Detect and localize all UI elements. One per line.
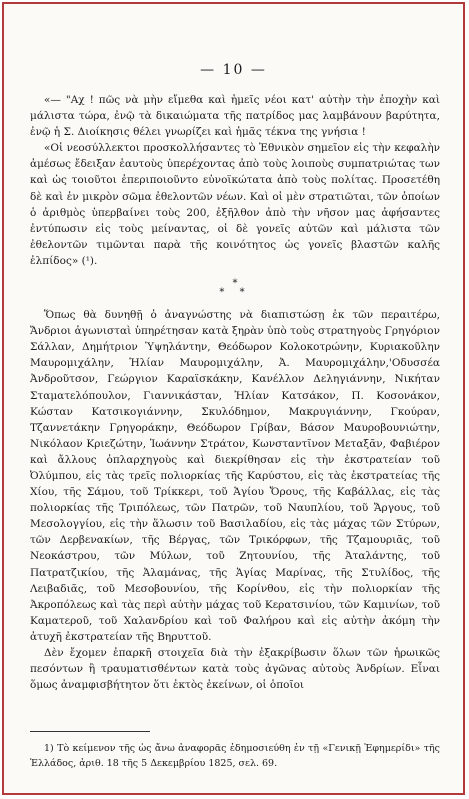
book-page bbox=[2, 2, 465, 795]
separator-top-star: * bbox=[232, 278, 238, 290]
section-separator bbox=[30, 279, 440, 297]
footnote: 1) Τὸ κείμενον τῆς ὡς ἄνω ἀναφορᾶς ἐδημοσιεύθη ἐν τῇ «Γενικῇ Ἐφημερίδι» τῆς Ἑλλάδος, ἀριθ. 18 τῆς 5 Δεκεμβρίου 1825, σελ. 69. bbox=[30, 743, 440, 769]
quote-paragraph-1: «— "Αχ ! πῶς νὰ μὴν εἴμεθα καὶ ἡμεῖς νέοι κατ' αὐτὴν τὴν ἐποχὴν καὶ μάλιστα τώρα, ἐνῷ τὰ δικαιώματα τῆς πατρίδος μας λαμβάνουν βαρύτητα, ἐνῷ ἡ Σ. Διοίκησις θέλει γνωρίζει καὶ ἡμᾶς τέκνα της γνήσια ! bbox=[30, 94, 440, 139]
quote-paragraph-2: «Οἱ νεοσύλλεκτοι προσκολλήσαντες τὸ Ἐθνικὸν σημεῖον εἰς τὴν κεφαλὴν ἀμέσως ἔδειξαν ἑαυτοὺς ὑπερέχοντας ἀπὸ τοὺς λοιποὺς συμπατριώτας των καὶ ὡς τοιοῦτοι ἐπεριποιοῦντο εὐνοϊκώτατα ἀπὸ τοὺς πολίτας. Προσετέθη δὲ καὶ ἐν μικρὸν σῶμα ἐθελοντῶν νέων. Καὶ οἱ μὲν στρατιῶται, τῶν ὁποίων ὁ ἀριθμὸς ὑπερβαίνει τοὺς 200, ἐξῆλθον ἀπὸ τὴν νῆσον μας ἀφήσαντες ἐντύπωσιν εἰς τοὺς μείναντας, οἱ δὲ γονεῖς αὐτῶν καὶ μάλιστα τῶν ἐθελοντῶν τιμῶνται παρὰ τῆς κοινότητος ὡς γονεῖς βλαστῶν καλῆς ἐλπίδος» (¹). bbox=[30, 142, 440, 267]
body-paragraph-2: Δὲν ἔχομεν ἐπαρκῆ στοιχεῖα διὰ τὴν ἐξακρίβωσιν ὅλων τῶν ἡρωικῶς πεσόντων ἢ τραυματισθέντων κατὰ τοὺς ἀγῶνας αὐτοὺς Ἀνδρίων. Εἶναι ὅμως ἀναμφισβήτητον ὅτι ἐκτὸς ἐκείνων, οἱ ὁποῖοι bbox=[30, 647, 440, 692]
page-number: — 10 — bbox=[200, 62, 267, 78]
footnote-divider bbox=[30, 731, 150, 732]
body-paragraph-1: Ὅπως θὰ δυνηθῇ ὁ ἀναγνώστης νὰ διαπιστώσῃ ἐκ τῶν περαιτέρω, Ἄνδριοι ἀγωνισταὶ ὑπηρέτησαν κατὰ ξηρὰν ὑπὸ τοὺς στρατηγοὺς Γρηγόριον Σάλλαν, Δημήτριον Ὑψηλάντην, Θεόδωρον Κολοκοτρώνην, Κυριακοῦλην Μαυρομιχάλην, Ἠλίαν Μαυρομιχάλην, Ἀ. Μαυρομιχάλην,'Οδυσσέα Ἀνδροῦτσον, Γεώργιον Καραϊσκάκην, Κανέλλον Δεληγιάννην, Νικήταν Σταματελόπουλον, Γιαννικάσταν, Ἠλίαν Κατσάκον, Π. Κοσονάκον, Κώσταν Κατσικογιάννην, Σκυλόδημον, Μακρυγιάννην, Γκούραν, Τζαννετάκην Γρηγοράκην, Θεόδωρον Γρίβαν, Βάσον Μαυροβουνιώτην, Νικόλαον Κριεζώτην, Ἰωάννην Στράτον, Κωνσταντῖνον Μεταξᾶν, Φαβιέρον καὶ ἄλλους ὁπλαρχηγοὺς καὶ διεκρίθησαν εἰς τὴν ἐκστρατείαν τοῦ Ὀλύμπου, εἰς τὰς τρεῖς πολιορκίας τῆς Καρύστου, εἰς τὰς ἐκστρατείας τῆς Χίου, τῆς Σάμου, τοῦ Τρίκκερι, τοῦ Ἁγίου Ὄρους, τῆς Καβάλλας, εἰς τὰς πολιορκίας τῆς Τριπόλεως, τῶν Πατρῶν, τοῦ Ναυπλίου, τοῦ Ἄργους, τοῦ Μεσολογγίου, εἰς τὴν ἅλωσιν τοῦ Βασιλαδίου, εἰς τὰς μάχας τῶν Στύρων, τῶν Δερβενακίων, τῆς Βέργας, τῶν Τρικόρφων, τῆς Τζαμουριᾶς, τοῦ Νεοκάστρου, τῶν Μύλων, τοῦ Ζητουνίου, τῆς Ἀταλάντης, τοῦ Πατρατζικίου, τῆς Ἀλαμάνας, τῆς Ἁγίας Μαρίνας, τῆς Στυλίδος, τῆς Λειβαδιᾶς, τοῦ Μεσοβουνίου, τῆς Κορίνθου, εἰς τὴν πολιορκίαν τῆς Ἀκροπόλεως καὶ τὰς περὶ αὐτὴν μάχας τοῦ Κερατσινίου, τῶν Καμινίων, τοῦ Καματεροῦ, τοῦ Χαλανδρίου καὶ τοῦ Φαλήρου καὶ εἰς αὐτὴν ἀκόμη τὴν ἀτυχῆ ἐκστρατείαν τῆς Βηρυττοῦ. bbox=[30, 309, 440, 643]
separator-bottom-stars: * * bbox=[219, 287, 251, 299]
page-body bbox=[30, 92, 440, 693]
